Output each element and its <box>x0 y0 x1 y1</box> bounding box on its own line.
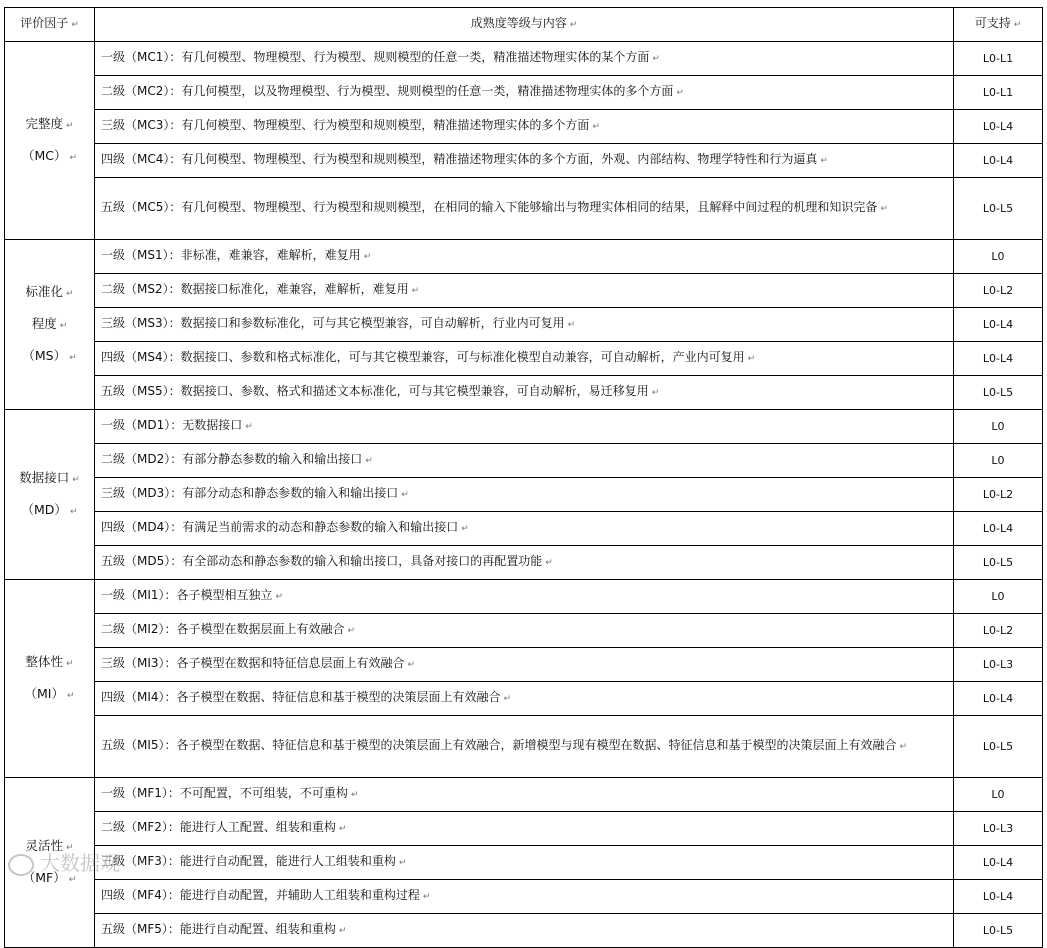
support-cell: L0-L1 <box>954 42 1043 76</box>
support-cell: L0-L2 <box>954 478 1043 512</box>
level-content-cell: 二级（MD2）：有部分静态参数的输入和输出接口 ↵ <box>95 444 954 478</box>
table-row <box>5 880 1043 914</box>
table-row <box>5 178 1043 240</box>
factor-cell <box>5 42 95 240</box>
level-content-cell: 四级（MD4）：有满足当前需求的动态和静态参数的输入和输出接口 ↵ <box>95 512 954 546</box>
level-content-cell: 一级（MS1）：非标准，难兼容，难解析，难复用 ↵ <box>95 240 954 274</box>
support-cell: L0-L4 <box>954 110 1043 144</box>
watermark-logo-icon <box>8 854 34 876</box>
level-content-cell: 五级（MI5）：各子模型在数据、特征信息和基于模型的决策层面上有效融合，新增模型与现有模型在数据、特征信息和基于模型的决策层面上有效融合 ↵ <box>95 716 954 778</box>
level-content-cell: 一级（MI1）：各子模型相互独立 ↵ <box>95 580 954 614</box>
table-row <box>5 914 1043 948</box>
support-cell: L0-L5 <box>954 376 1043 410</box>
level-content-cell: 二级（MF2）：能进行人工配置、组装和重构 ↵ <box>95 812 954 846</box>
support-cell: L0-L2 <box>954 274 1043 308</box>
header-support: 可支持 ↵ <box>954 8 1043 42</box>
level-content-cell: 五级（MS5）：数据接口、参数、格式和描述文本标准化，可与其它模型兼容，可自动解析，易迁移复用 ↵ <box>95 376 954 410</box>
level-content-cell: 一级（MC1）：有几何模型、物理模型、行为模型、规则模型的任意一类，精准描述物理实体的某个方面 ↵ <box>95 42 954 76</box>
header-factor: 评价因子 ↵ <box>5 8 95 42</box>
factor-line: 程度 ↵ <box>31 315 68 331</box>
level-content-cell: 二级（MC2）：有几何模型，以及物理模型、行为模型、规则模型的任意一类，精准描述物理实体的多个方面 ↵ <box>95 76 954 110</box>
level-content-cell: 三级（MS3）：数据接口和参数标准化，可与其它模型兼容，可自动解析，行业内可复用 ↵ <box>95 308 954 342</box>
level-content-cell: 四级（MC4）：有几何模型、物理模型、行为模型和规则模型，精准描述物理实体的多个方面，外观、内部结构、物理学特性和行为逼真 ↵ <box>95 144 954 178</box>
table-row <box>5 274 1043 308</box>
level-content-cell: 三级（MD3）：有部分动态和静态参数的输入和输出接口 ↵ <box>95 478 954 512</box>
table-row <box>5 614 1043 648</box>
factor-line: （MD） ↵ <box>21 501 78 517</box>
level-content-cell: 二级（MS2）：数据接口标准化，难兼容，难解析，难复用 ↵ <box>95 274 954 308</box>
table-row <box>5 648 1043 682</box>
table-row <box>5 580 1043 614</box>
support-cell: L0-L4 <box>954 682 1043 716</box>
table-row <box>5 716 1043 778</box>
table-row <box>5 682 1043 716</box>
table-row <box>5 308 1043 342</box>
support-cell: L0-L5 <box>954 546 1043 580</box>
maturity-table <box>4 7 1043 948</box>
table-row <box>5 376 1043 410</box>
support-cell: L0-L3 <box>954 648 1043 682</box>
factor-line: （MF） ↵ <box>22 869 77 885</box>
support-cell: L0-L2 <box>954 614 1043 648</box>
support-cell: L0 <box>954 410 1043 444</box>
level-content-cell: 五级（MC5）：有几何模型、物理模型、行为模型和规则模型，在相同的输入下能够输出与物理实体相同的结果，且解释中间过程的机理和知识完备 ↵ <box>95 178 954 240</box>
level-content-cell: 三级（MI3）：各子模型在数据和特征信息层面上有效融合 ↵ <box>95 648 954 682</box>
factor-line: 整体性 ↵ <box>25 653 74 669</box>
table-row <box>5 478 1043 512</box>
level-content-cell: 四级（MF4）：能进行自动配置，并辅助人工组装和重构过程 ↵ <box>95 880 954 914</box>
support-cell: L0-L4 <box>954 846 1043 880</box>
table-row <box>5 778 1043 812</box>
support-cell: L0-L4 <box>954 512 1043 546</box>
factor-line: 灵活性 ↵ <box>25 837 74 853</box>
level-content-cell: 一级（MD1）：无数据接口 ↵ <box>95 410 954 444</box>
table-row <box>5 76 1043 110</box>
table-header-row <box>5 8 1043 42</box>
level-content-cell: 三级（MF3）：能进行自动配置，能进行人工组装和重构 ↵ <box>95 846 954 880</box>
support-cell: L0-L1 <box>954 76 1043 110</box>
table-row <box>5 42 1043 76</box>
support-cell: L0-L4 <box>954 144 1043 178</box>
table-row <box>5 512 1043 546</box>
factor-line: （MI） ↵ <box>24 685 75 701</box>
support-cell: L0-L5 <box>954 716 1043 778</box>
factor-line: 数据接口 ↵ <box>19 469 80 485</box>
table-row <box>5 410 1043 444</box>
factor-line: 完整度 ↵ <box>25 115 74 131</box>
table-row <box>5 546 1043 580</box>
support-cell: L0-L4 <box>954 342 1043 376</box>
level-content-cell: 三级（MC3）：有几何模型、物理模型、行为模型和规则模型，精准描述物理实体的多个方面 ↵ <box>95 110 954 144</box>
level-content-cell: 四级（MS4）：数据接口、参数和格式标准化，可与其它模型兼容，可与标准化模型自动兼容，可自动解析，产业内可复用 ↵ <box>95 342 954 376</box>
support-cell: L0 <box>954 240 1043 274</box>
level-content-cell: 五级（MF5）：能进行自动配置、组装和重构 ↵ <box>95 914 954 948</box>
level-content-cell: 一级（MF1）：不可配置，不可组装，不可重构 ↵ <box>95 778 954 812</box>
support-cell: L0 <box>954 778 1043 812</box>
factor-cell <box>5 580 95 778</box>
table-row <box>5 240 1043 274</box>
table-row <box>5 110 1043 144</box>
support-cell: L0-L4 <box>954 308 1043 342</box>
level-content-cell: 五级（MD5）：有全部动态和静态参数的输入和输出接口，具备对接口的再配置功能 ↵ <box>95 546 954 580</box>
support-cell: L0 <box>954 444 1043 478</box>
factor-line: （MS） ↵ <box>22 347 77 363</box>
factor-cell <box>5 240 95 410</box>
table-row <box>5 144 1043 178</box>
factor-cell <box>5 410 95 580</box>
support-cell: L0-L5 <box>954 178 1043 240</box>
watermark: 大数据观 <box>8 846 148 880</box>
table-row <box>5 342 1043 376</box>
support-cell: L0-L5 <box>954 914 1043 948</box>
support-cell: L0 <box>954 580 1043 614</box>
header-content: 成熟度等级与内容 ↵ <box>95 8 954 42</box>
table-row <box>5 444 1043 478</box>
support-cell: L0-L3 <box>954 812 1043 846</box>
level-content-cell: 四级（MI4）：各子模型在数据、特征信息和基于模型的决策层面上有效融合 ↵ <box>95 682 954 716</box>
level-content-cell: 二级（MI2）：各子模型在数据层面上有效融合 ↵ <box>95 614 954 648</box>
table-row <box>5 812 1043 846</box>
table-row <box>5 846 1043 880</box>
factor-line: （MC） ↵ <box>21 147 78 163</box>
support-cell: L0-L4 <box>954 880 1043 914</box>
factor-line: 标准化 ↵ <box>25 283 74 299</box>
